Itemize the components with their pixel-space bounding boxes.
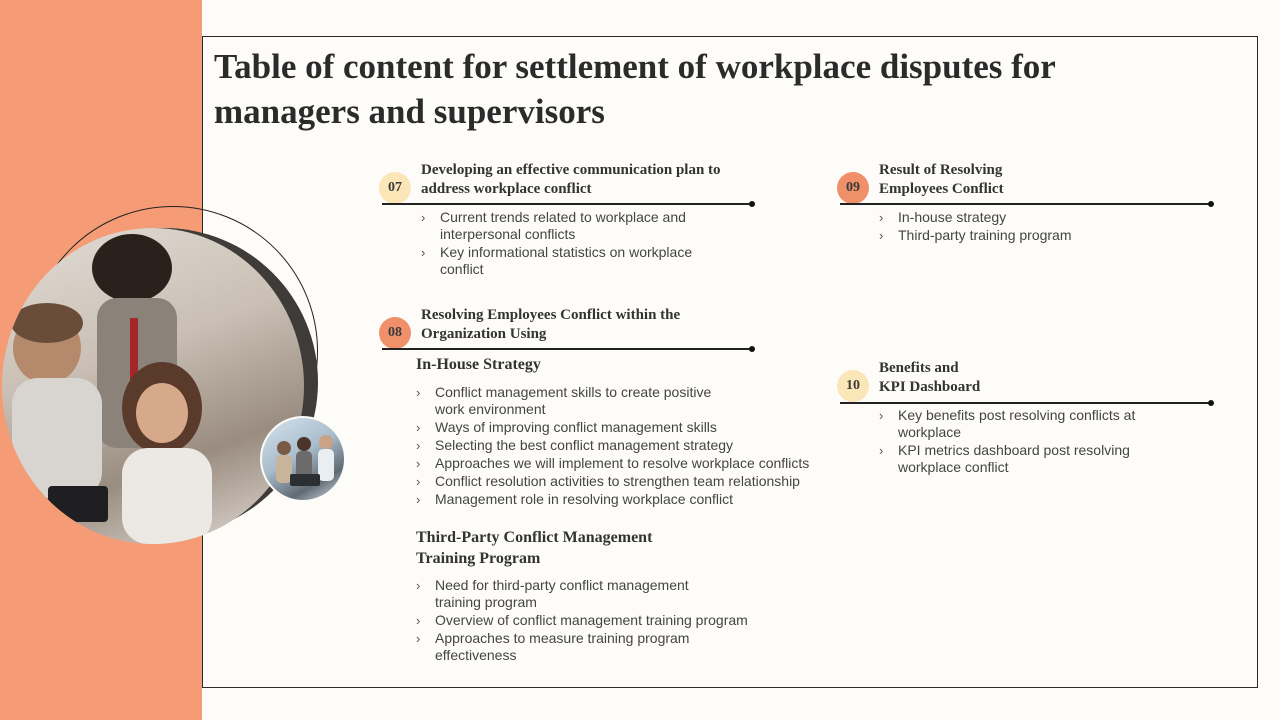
section-09-list [879,209,1179,245]
chevron-right-icon: › [416,492,421,507]
section-09-number-badge: 09 [837,172,869,204]
list-item: › Need for third-party conflict management training program [416,577,689,610]
list-item: › Approaches to measure training program effectiveness [416,630,690,663]
list-item: › Current trends related to workplace and interpersonal conflicts [421,209,686,242]
section-07-divider [382,203,752,205]
chevron-right-icon: › [416,578,421,593]
page-title: Table of content for settlement of workplace disputes for managers and supervisors [214,47,1056,131]
list-item: › In-house strategy [879,209,1007,225]
chevron-right-icon: › [416,420,421,435]
chevron-right-icon: › [879,210,884,225]
list-item: › Overview of conflict management training program [416,612,748,628]
list-item: › Management role in resolving workplace conflict [416,491,734,507]
small-photo-illustration [262,418,346,502]
section-10-number-badge: 10 [837,370,869,402]
chevron-right-icon: › [421,245,426,260]
chevron-right-icon: › [421,210,426,225]
section-07-heading-line2: address workplace conflict [421,181,592,197]
section-08-divider [382,348,752,350]
section-10-heading [879,359,1179,397]
section-09-heading [879,161,1179,199]
section-08-heading [421,306,801,344]
section-07-list [421,209,721,279]
section-07-heading-line1: Developing an effective communication plan to [421,162,721,178]
chevron-right-icon: › [879,443,884,458]
section-09-heading-line1: Result of Resolving [879,162,1003,178]
section-10-list [879,407,1169,477]
chevron-right-icon: › [416,385,421,400]
list-item: › Conflict resolution activities to strengthen team relationship [416,473,800,489]
list-item: › Selecting the best conflict management strategy [416,437,734,453]
section-09-heading-line2: Employees Conflict [879,181,1004,197]
list-item: › Ways of improving conflict management skills [416,419,717,435]
section-08-number-badge: 08 [379,317,411,349]
team-photo-large [2,228,304,544]
list-item: › Key informational statistics on workplace conflict [421,244,693,277]
chevron-right-icon: › [416,631,421,646]
section-08-subheading-third-party: Third-Party Conflict Management Training Program [416,529,653,567]
section-08-in-house-list [416,384,836,509]
list-item: › Key benefits post resolving conflicts at workplace [879,407,1136,440]
section-10-divider [840,402,1211,404]
chevron-right-icon: › [879,408,884,423]
section-09-divider [840,203,1211,205]
chevron-right-icon: › [416,456,421,471]
section-08-heading-line1: Resolving Employees Conflict within the [421,307,681,323]
chevron-right-icon: › [879,228,884,243]
chevron-right-icon: › [416,613,421,628]
list-item: › KPI metrics dashboard post resolving workplace conflict [879,442,1130,475]
chevron-right-icon: › [416,438,421,453]
section-10-heading-line1: Benefits and [879,360,959,376]
section-08-subheading-in-house: In-House Strategy [416,356,541,373]
section-10-heading-line2: KPI Dashboard [879,379,981,395]
section-07-number-badge: 07 [379,172,411,204]
team-photo-illustration [2,228,304,544]
list-item: › Approaches we will implement to resolve workplace conflicts [416,455,810,471]
section-08-third-party-list [416,577,776,665]
list-item: › Third-party training program [879,227,1072,243]
chevron-right-icon: › [416,474,421,489]
section-07-heading [421,161,801,199]
section-08-heading-line2: Organization Using [421,326,547,342]
list-item: › Conflict management skills to create positive work environment [416,384,712,417]
team-photo-small [260,416,346,502]
